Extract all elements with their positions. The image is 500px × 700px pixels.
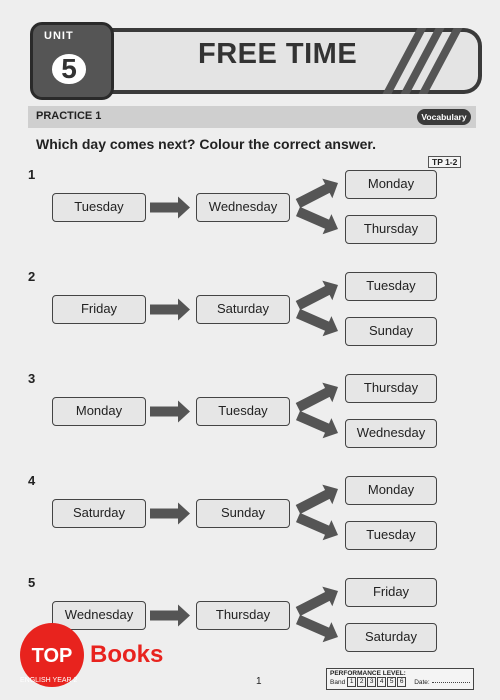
topbooks-logo <box>10 620 200 695</box>
band-box[interactable]: 2 <box>357 677 366 687</box>
question-number: 4 <box>28 473 36 488</box>
band-box[interactable]: 4 <box>377 677 386 687</box>
instruction-text: Which day comes next? Colour the correct answer. <box>36 136 376 152</box>
answer-option-top[interactable]: Tuesday <box>345 272 437 301</box>
answer-option-bottom[interactable]: Tuesday <box>345 521 437 550</box>
unit-number: 5 <box>52 54 86 84</box>
page-number: 1 <box>256 676 262 687</box>
day-box-first: Monday <box>52 397 146 426</box>
logo-sub-text: ENGLISH YEAR 2 <box>20 677 78 684</box>
answer-option-top[interactable]: Monday <box>345 170 437 199</box>
day-box-first: Saturday <box>52 499 146 528</box>
date-label: Date: <box>414 678 430 686</box>
logo-bottom-text: Books <box>90 641 164 668</box>
performance-level-box <box>326 668 474 690</box>
answer-option-top[interactable]: Friday <box>345 578 437 607</box>
day-box-second: Tuesday <box>196 397 290 426</box>
question-number: 2 <box>28 269 36 284</box>
answer-option-bottom[interactable]: Thursday <box>345 215 437 244</box>
unit-label: UNIT <box>44 30 74 42</box>
performance-label: PERFORMANCE LEVEL: <box>330 670 406 677</box>
day-box-second: Wednesday <box>196 193 290 222</box>
logo-top-text: TOP <box>31 645 73 667</box>
band-box[interactable]: 5 <box>387 677 396 687</box>
page-title: FREE TIME <box>198 38 358 70</box>
band-box[interactable]: 3 <box>367 677 376 687</box>
band-box[interactable]: 6 <box>397 677 406 687</box>
question-number: 5 <box>28 575 36 590</box>
day-box-second: Saturday <box>196 295 290 324</box>
question-number: 1 <box>28 167 36 182</box>
answer-option-top[interactable]: Monday <box>345 476 437 505</box>
question-number: 3 <box>28 371 36 386</box>
band-label: Band <box>330 678 346 686</box>
answer-option-bottom[interactable]: Wednesday <box>345 419 437 448</box>
day-box-second: Thursday <box>196 601 290 630</box>
practice-label: PRACTICE 1 <box>36 110 102 122</box>
band-box[interactable]: 1 <box>347 677 356 687</box>
vocabulary-tag: Vocabulary <box>417 109 471 125</box>
answer-option-bottom[interactable]: Saturday <box>345 623 437 652</box>
day-box-first: Wednesday <box>52 601 146 630</box>
day-box-second: Sunday <box>196 499 290 528</box>
day-box-first: Friday <box>52 295 146 324</box>
answer-option-bottom[interactable]: Sunday <box>345 317 437 346</box>
day-box-first: Tuesday <box>52 193 146 222</box>
tp-label: TP 1-2 <box>428 156 461 168</box>
answer-option-top[interactable]: Thursday <box>345 374 437 403</box>
